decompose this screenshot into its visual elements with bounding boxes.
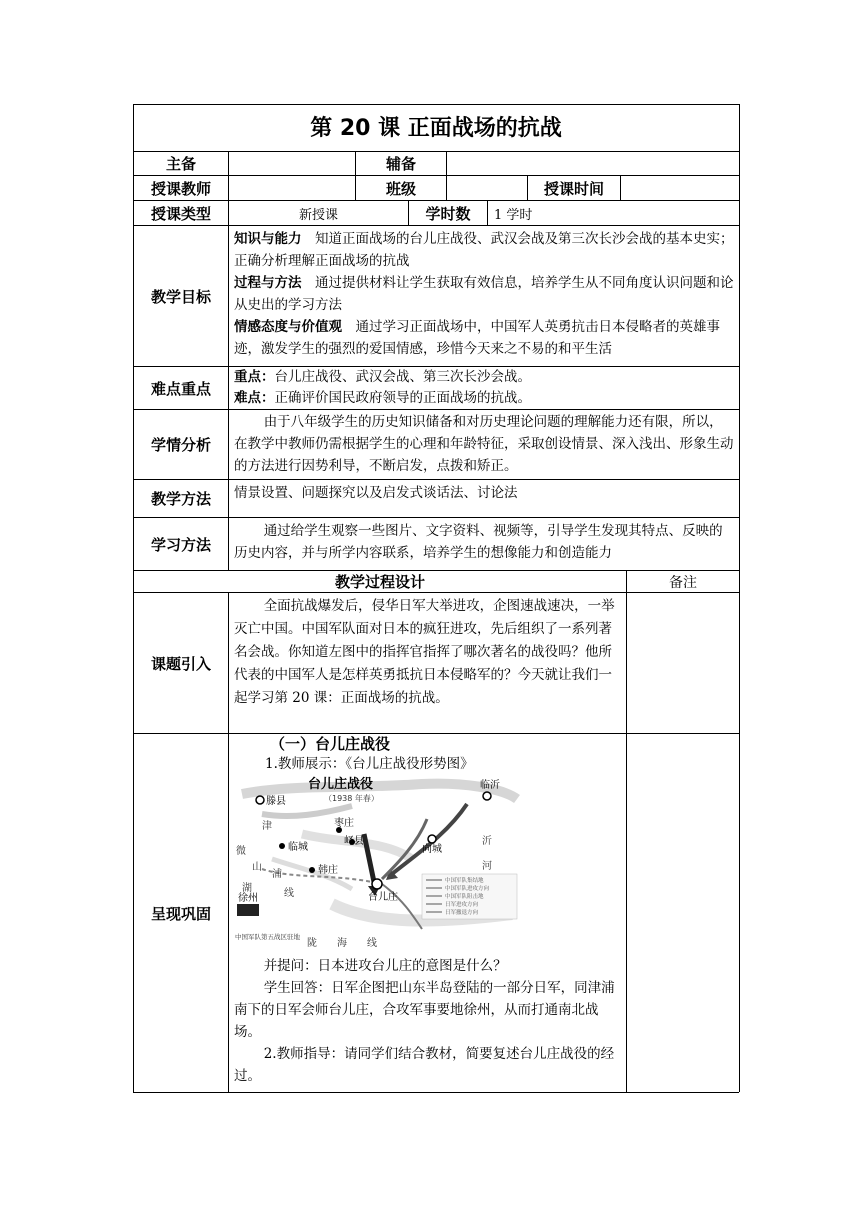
legend-item-4: 日军撤退方向 xyxy=(445,910,479,916)
knowledge-head: 知识与能力 xyxy=(234,231,302,247)
type-value: 新授课 xyxy=(298,207,338,223)
map-feature-1: 浦 xyxy=(272,869,282,880)
emotion-head: 情感态度与价值观 xyxy=(234,319,342,335)
teacher-value xyxy=(229,176,355,200)
place-dot-2 xyxy=(483,792,491,800)
map-place-1: 临沂 xyxy=(480,780,500,791)
map-title: 台儿庄战役 xyxy=(308,777,374,792)
goals-content xyxy=(234,228,734,360)
place-dot-7 xyxy=(309,867,315,873)
class-value xyxy=(447,176,527,200)
map-feature-3: 微 xyxy=(236,846,246,857)
process-head: 过程与方法 xyxy=(234,275,302,291)
intro-text: 全面抗战爆发后，侵华日军大举进攻，企图速战速决，一举灭亡中国。中国军队面对日本的疯狂进攻，先后组织了一系列著名会战。你知道左图中的指挥官指挥了哪次著名的战役吗？他所代表的中国军人是怎样英勇抵抗日本侵略军的？今天就让我们一起学习第 20 课：正面战场的抗战。 xyxy=(234,598,615,706)
legend-item-2: 中国军队阻击地 xyxy=(445,894,484,900)
process-text: 通过提供材料让学生获取有效信息，培养学生从不同角度认识问题和论从史出的学习方法 xyxy=(234,275,734,313)
knowledge-text: 知道正面战场的台儿庄战役、武汉会战及第三次长沙会战的基本史实；正确分析理解正面战场的抗战 xyxy=(234,231,734,269)
teach-method-text: 情景设置、问题探究以及启发式谈话法、讨论法 xyxy=(234,485,518,501)
map-place-3: 峄县 xyxy=(344,836,364,847)
map-place-0: 滕县 xyxy=(266,796,286,807)
page-title: 第 20 课 正面战场的抗战 xyxy=(310,116,562,141)
type-label: 授课类型 xyxy=(150,204,211,223)
zhongdian-head: 重点： xyxy=(234,369,275,385)
map-subtitle: （1938 年春） xyxy=(324,794,379,803)
map-place-7: 台儿庄 xyxy=(368,892,398,903)
place-dot-1 xyxy=(256,796,264,804)
section-title: （一）台儿庄战役 xyxy=(270,735,391,753)
nandian-head: 难点： xyxy=(234,390,275,406)
map-corner-note: 中国军队第五战区驻地 xyxy=(235,933,300,941)
goals-label: 教学目标 xyxy=(150,287,211,306)
analysis-label: 学情分析 xyxy=(150,436,211,454)
map-feature-10: 线 xyxy=(367,938,377,949)
xuzhou-marker xyxy=(237,904,259,916)
time-value xyxy=(621,176,739,200)
question-text: 并提问：日本进攻台儿庄的意图是什么？ xyxy=(263,958,507,974)
hours-value: 1 学时 xyxy=(494,207,533,223)
map-feature-7: 河 xyxy=(482,861,492,872)
answer-text: 学生回答：日军企图把山东半岛登陆的一部分日军，同津浦南下的日军会师台儿庄，合攻军事要地徐州，从而打通南北战场。 xyxy=(234,980,615,1040)
analysis-text: 由于八年级学生的历史知识储备和对历史理论问题的理解能力还有限，所以，在教学中教师仍需根据学生的心理和年龄特征，采取创设情景、深入浅出、形象生动的方法进行因势利导，不断启发，点拨和矫正。 xyxy=(234,414,734,474)
emotion-text: 通过学习正面战场中，中国军人英勇抗击日本侵略者的英雄事迹，激发学生的强烈的爱国情感，珍惜今天来之不易的和平生活 xyxy=(234,319,720,357)
map-feature-6: 沂 xyxy=(482,836,492,847)
place-dot-6 xyxy=(279,843,285,849)
time-label: 授课时间 xyxy=(543,179,604,198)
intro-label: 课题引入 xyxy=(150,654,211,673)
legend-item-0: 中国军队集结地 xyxy=(445,878,484,884)
teacher-label: 授课教师 xyxy=(150,179,211,198)
fubei-label: 辅备 xyxy=(385,155,416,173)
map-place-4: 向城 xyxy=(422,844,442,855)
map-place-6: 韩庄 xyxy=(318,865,338,876)
map-place-8: 徐州 xyxy=(238,893,258,904)
map-place-2: 枣庄 xyxy=(334,818,354,829)
process-header: 教学过程设计 xyxy=(334,573,425,591)
battle-map xyxy=(232,774,522,949)
map-place-5: 临城 xyxy=(288,842,308,853)
place-dot-5 xyxy=(428,835,436,843)
zhubei-label: 主备 xyxy=(165,155,196,173)
learn-method-text: 通过给学生观察一些图片、文字资料、视频等，引导学生发现其特点、反映的历史内容，并与所学内容联系，培养学生的想像能力和创造能力 xyxy=(234,523,723,561)
step1-text: 1.教师展示：《台儿庄战役形势图》 xyxy=(265,756,474,772)
map-feature-0: 津 xyxy=(262,821,272,832)
step2-text: 2.教师指导：请同学们结合教材，简要复述台儿庄战役的经过。 xyxy=(234,1046,615,1084)
learn-method-label: 学习方法 xyxy=(150,535,211,554)
present-label: 呈现巩固 xyxy=(150,904,211,923)
zhongdian-text: 台儿庄战役、武汉会战、第三次长沙会战。 xyxy=(274,369,531,385)
keypoints-content xyxy=(234,367,734,409)
map-feature-2: 线 xyxy=(284,888,294,899)
map-feature-8: 陇 xyxy=(307,938,317,949)
legend-item-3: 日军进攻方向 xyxy=(445,902,479,908)
legend-item-1: 中国军队进攻方向 xyxy=(445,886,490,892)
nandian-text: 正确评价国民政府领导的正面战场的抗战。 xyxy=(274,390,531,406)
class-label: 班级 xyxy=(385,179,416,198)
fubei-value xyxy=(447,152,739,175)
note-header: 备注 xyxy=(669,574,697,591)
teach-method-label: 教学方法 xyxy=(150,490,211,508)
keypoints-label: 难点重点 xyxy=(150,379,211,398)
map-feature-4: 山 xyxy=(252,862,262,873)
map-feature-5: 湖 xyxy=(242,883,252,894)
hours-label: 学时数 xyxy=(425,204,471,223)
zhubei-value xyxy=(229,152,355,175)
place-dot-8 xyxy=(372,879,382,889)
map-feature-9: 海 xyxy=(337,938,347,949)
